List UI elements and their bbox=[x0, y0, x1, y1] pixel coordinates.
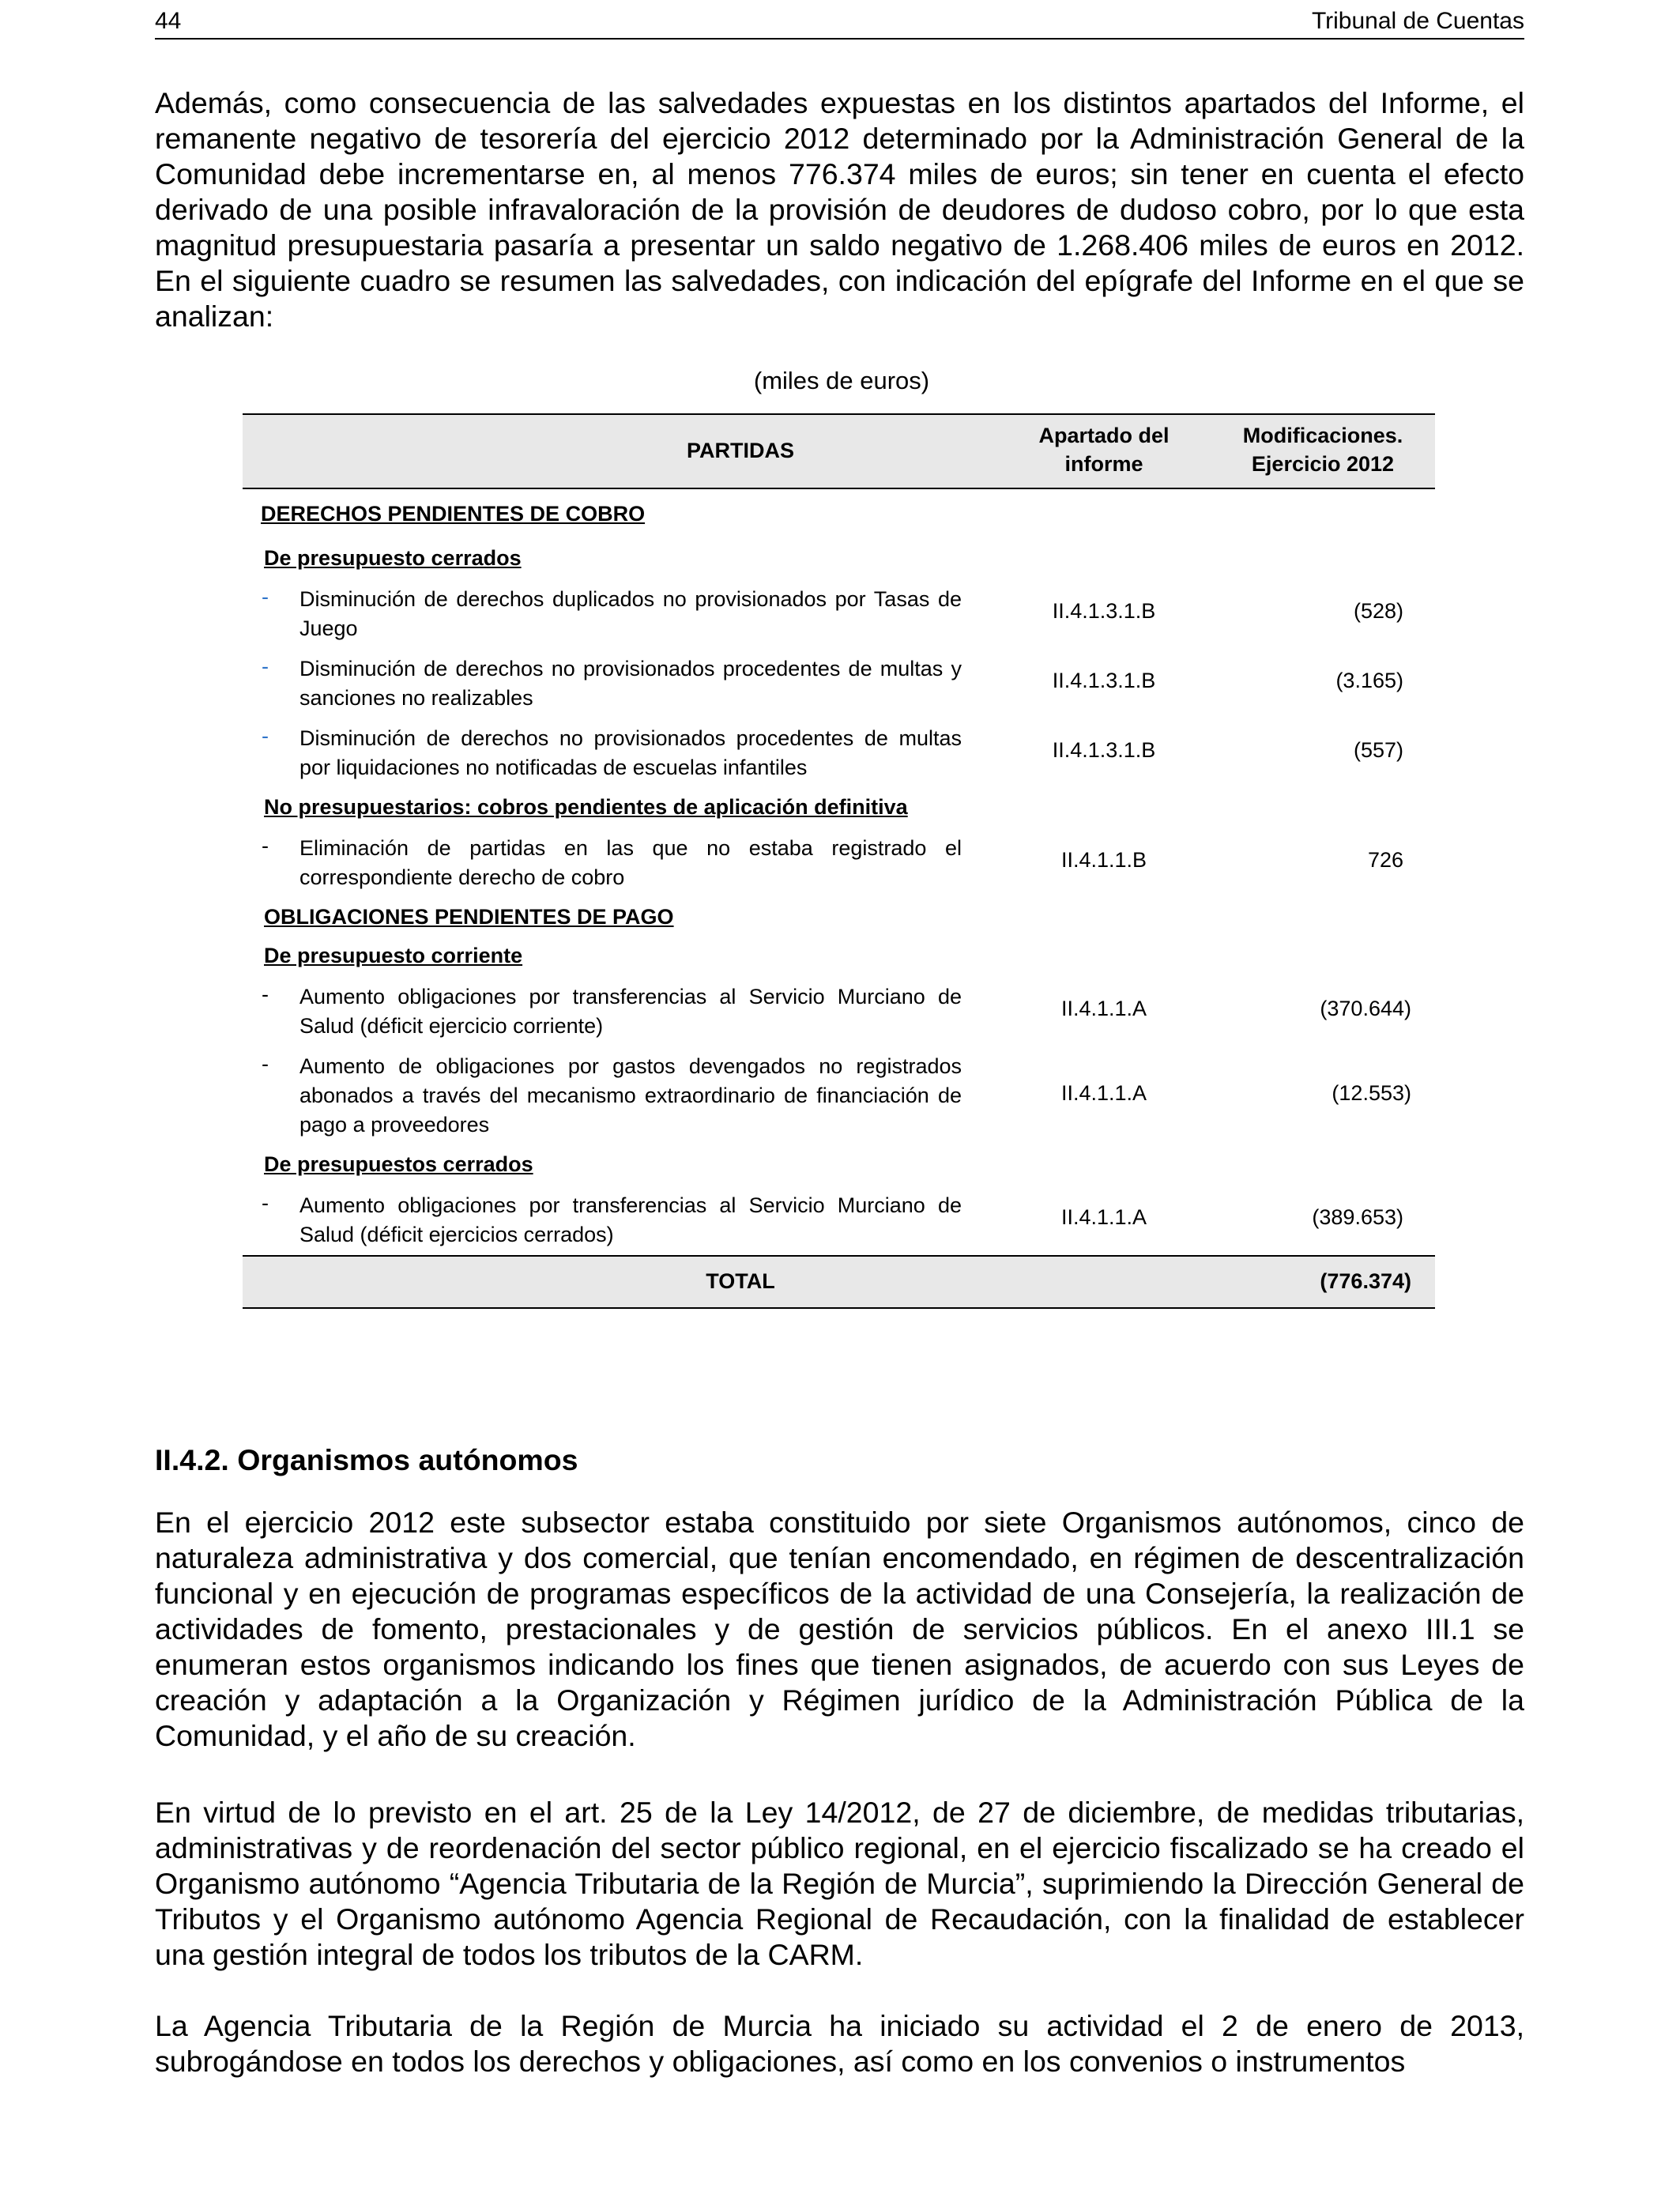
section-obligaciones: OBLIGACIONES PENDIENTES DE PAGO bbox=[264, 905, 674, 929]
table-units: (miles de euros) bbox=[753, 367, 930, 394]
row-bullet: - bbox=[262, 1191, 269, 1215]
row-value: (557) bbox=[1353, 738, 1403, 762]
row-bullet: - bbox=[262, 585, 269, 609]
page-header bbox=[155, 6, 1524, 40]
row-value: (370.644) bbox=[1320, 997, 1411, 1020]
row-apartado: II.4.1.3.1.B bbox=[1052, 738, 1156, 762]
page-number: 44 bbox=[155, 8, 182, 34]
row-value: (389.653) bbox=[1312, 1205, 1403, 1229]
subsection-no-presupuestarios: No presupuestarios: cobros pendientes de aplicación definitiva bbox=[264, 795, 908, 819]
row-bullet: - bbox=[262, 724, 269, 748]
total-label: TOTAL bbox=[706, 1269, 775, 1293]
header-partidas: PARTIDAS bbox=[686, 439, 794, 462]
row-value: (528) bbox=[1353, 599, 1403, 623]
section-derechos: DERECHOS PENDIENTES DE COBRO bbox=[261, 502, 646, 526]
row-value: 726 bbox=[1367, 848, 1403, 872]
table-header bbox=[243, 413, 1435, 489]
row-apartado: II.4.1.3.1.B bbox=[1052, 599, 1156, 623]
row-value: (12.553) bbox=[1332, 1081, 1411, 1105]
row-text: Disminución de derechos duplicados no provisionados por Tasas de Juego bbox=[299, 587, 962, 640]
row-bullet: - bbox=[262, 834, 269, 858]
row-apartado: II.4.1.3.1.B bbox=[1052, 669, 1156, 692]
intro-paragraph: Además, como consecuencia de las salvedades expuestas en los distintos apartados del Informe, el remanente negativo de tesorería del ejercicio 2012 determinado por la Administración General de la Comunidad debe incrementarse en, al menos 776.374 miles de euros; sin tener en cuenta el efecto derivado de una posible infravaloración de la provisión de deudores de dudoso cobro, por lo que esta magnitud presupuestaria pasaría a presentar un saldo negativo de 1.268.406 miles de euros en 2012. En el siguiente cuadro se resumen las salvedades, con indicación del epígrafe del Informe en el que se analizan: bbox=[155, 86, 1524, 333]
body-paragraph: En el ejercicio 2012 este subsector estaba constituido por siete Organismos autónomos, cinco de naturaleza administrativa y dos comercial, que tenían encomendado, en régimen de descentralización funcional y en ejecución de programas específicos de la actividad de una Consejería, la realización de actividades de fomento, prestacionales y de gestión de servicios públicos. En el anexo III.1 se enumeran estos organismos indicando los fines que tienen asignados, de acuerdo con sus Leyes de creación y adaptación a la Organización y Régimen jurídico de la Administración Pública de la Comunidad, y el año de su creación. bbox=[155, 1506, 1524, 1752]
salvedades-table bbox=[243, 413, 1435, 1306]
row-bullet: - bbox=[262, 982, 269, 1006]
row-text: Eliminación de partidas en las que no estaba registrado el correspondiente derecho de cobro bbox=[299, 836, 962, 889]
row-apartado: II.4.1.1.A bbox=[1060, 1205, 1147, 1229]
row-text: Aumento obligaciones por transferencias al Servicio Murciano de Salud (déficit ejercicios cerrados) bbox=[299, 1193, 962, 1246]
body-paragraph: En virtud de lo previsto en el art. 25 de la Ley 14/2012, de 27 de diciembre, de medidas tributarias, administrativas y de reordenación del sector público regional, en el ejercicio fiscalizado se ha creado el Organismo autónomo “Agencia Tributaria de la Región de Murcia”, suprimiendo la Dirección General de Tributos y el Organismo autónomo Agencia Regional de Recaudación, con la finalidad de establecer una gestión integral de todos los tributos de la CARM. bbox=[155, 1796, 1524, 1971]
row-value: (3.165) bbox=[1335, 669, 1403, 692]
row-text: Aumento de obligaciones por gastos devengados no registrados abonados a través del mecanismo extraordinario de financiación de pago a proveedores bbox=[299, 1054, 962, 1137]
subsection-presupuestos-cerrados: De presupuestos cerrados bbox=[264, 1152, 533, 1176]
subsection-presupuesto-corriente: De presupuesto corriente bbox=[264, 944, 523, 967]
row-apartado: II.4.1.1.A bbox=[1060, 1081, 1147, 1105]
row-bullet: - bbox=[262, 1052, 269, 1076]
row-text: Aumento obligaciones por transferencias al Servicio Murciano de Salud (déficit ejercicio corriente) bbox=[299, 985, 962, 1038]
total-value: (776.374) bbox=[1320, 1269, 1411, 1293]
row-text: Disminución de derechos no provisionados procedentes de multas y sanciones no realizables bbox=[299, 657, 962, 710]
row-apartado: II.4.1.1.A bbox=[1060, 997, 1147, 1020]
row-apartado: II.4.1.1.B bbox=[1060, 848, 1147, 872]
body-paragraph: La Agencia Tributaria de la Región de Murcia ha iniciado su actividad el 2 de enero de 2013, subrogándose en todos los derechos y obligaciones, así como en los convenios o instrumentos bbox=[155, 2009, 1524, 2078]
row-bullet: - bbox=[262, 654, 269, 678]
row-text: Disminución de derechos no provisionados procedentes de multas por liquidaciones no notificadas de escuelas infantiles bbox=[299, 726, 962, 779]
subsection-presupuesto-cerrados: De presupuesto cerrados bbox=[264, 546, 522, 570]
header-modificaciones: Modificaciones. Ejercicio 2012 bbox=[1242, 424, 1403, 476]
section-heading: II.4.2. Organismos autónomos bbox=[155, 1443, 578, 1476]
header-organization: Tribunal de Cuentas bbox=[1311, 8, 1524, 34]
header-apartado: Apartado del informe bbox=[1038, 424, 1170, 476]
table-total-row bbox=[243, 1255, 1435, 1309]
